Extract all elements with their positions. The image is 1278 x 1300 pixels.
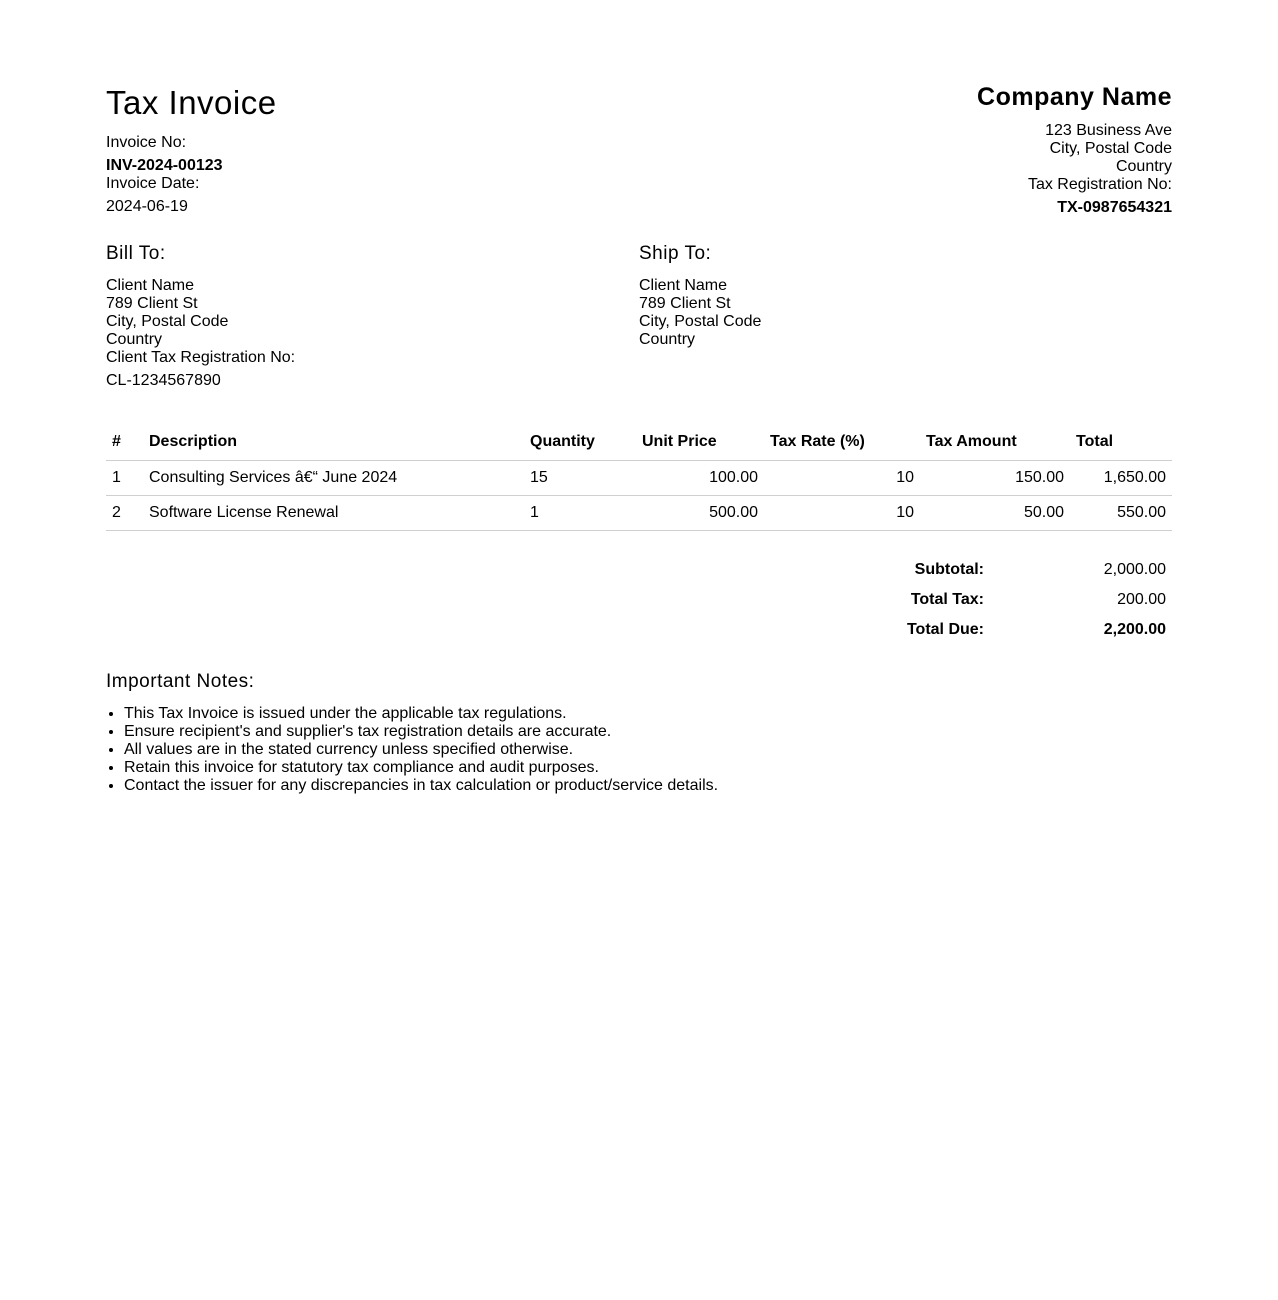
bill-to [106,243,639,390]
bill-to-street: 789 Client St [106,295,198,312]
subtotal-label: Subtotal: [914,560,984,578]
company-city: City, Postal Code [1049,140,1172,157]
col-header-quantity: Quantity [524,424,636,460]
total-due-label: Total Due: [906,620,984,638]
col-header-number: # [106,424,143,460]
list-item: • This Tax Invoice is issued under the applicable tax regulations. [124,705,1172,723]
company-tax-reg-label: Tax Registration No: [1027,176,1172,193]
cell-unit-price: 100.00 [636,460,764,495]
total-tax-row [790,585,1172,615]
table-header-row [106,424,1172,460]
page-title: Tax Invoice [106,84,277,121]
notes-list [106,705,1172,795]
invoice-title-block [106,82,277,216]
totals-table [790,555,1172,645]
line-items-table [106,424,1172,531]
list-item: • Retain this invoice for statutory tax compliance and audit purposes. [124,759,1172,777]
address-section [106,243,1172,390]
invoice-date-label: Invoice Date: [106,175,200,192]
total-due-row [790,615,1172,645]
list-item: • All values are in the stated currency unless specified otherwise. [124,741,1172,759]
ship-to-heading: Ship To: [639,243,712,264]
cell-tax-rate: 10 [764,495,920,530]
bill-to-country: Country [106,331,163,348]
invoice-no-label: Invoice No: [106,134,187,151]
bill-to-city: City, Postal Code [106,313,229,330]
invoice-no-value: INV-2024-00123 [106,157,223,174]
col-header-tax-rate: Tax Rate (%) [764,424,920,460]
list-item: • Contact the issuer for any discrepancies in tax calculation or product/service details. [124,777,1172,795]
list-item: • Ensure recipient's and supplier's tax registration details are accurate. [124,723,1172,741]
ship-to-name: Client Name [639,277,728,294]
bill-to-name: Client Name [106,277,195,294]
invoice-date-value: 2024-06-19 [106,198,188,215]
table-row [106,460,1172,495]
total-due-value: 2,200.00 [1103,620,1166,638]
bill-to-tax-reg-label: Client Tax Registration No: [106,349,296,366]
cell-number: 2 [106,495,143,530]
ship-to-city: City, Postal Code [639,313,762,330]
bill-to-tax-reg-value: CL-1234567890 [106,372,221,389]
invoice-header [106,82,1172,217]
ship-to-street: 789 Client St [639,295,731,312]
company-name: Company Name [977,83,1172,111]
cell-quantity: 15 [524,460,636,495]
bill-to-heading: Bill To: [106,243,166,264]
col-header-description: Description [143,424,524,460]
cell-tax-amount: 150.00 [920,460,1070,495]
subtotal-value: 2,000.00 [1103,560,1166,578]
invoice-meta [106,134,277,216]
cell-total: 1,650.00 [1070,460,1172,495]
cell-tax-rate: 10 [764,460,920,495]
totals-section [106,555,1172,645]
ship-to-country: Country [639,331,696,348]
notes-section [106,671,1172,795]
company-street: 123 Business Ave [1045,122,1172,139]
company-country: Country [1115,158,1172,175]
total-tax-label: Total Tax: [910,590,984,608]
cell-quantity: 1 [524,495,636,530]
ship-to [639,243,1172,390]
total-tax-value: 200.00 [1117,590,1166,608]
cell-number: 1 [106,460,143,495]
col-header-total: Total [1070,424,1172,460]
cell-description: Software License Renewal [143,495,524,530]
company-tax-reg-value: TX-0987654321 [1057,199,1172,216]
col-header-tax-amount: Tax Amount [920,424,1070,460]
col-header-unit-price: Unit Price [636,424,764,460]
cell-tax-amount: 50.00 [920,495,1070,530]
notes-heading: Important Notes: [106,670,255,692]
company-info [977,82,1172,217]
subtotal-row [790,555,1172,585]
cell-description: Consulting Services â€“ June 2024 [143,460,524,495]
cell-unit-price: 500.00 [636,495,764,530]
table-row [106,495,1172,530]
cell-total: 550.00 [1070,495,1172,530]
